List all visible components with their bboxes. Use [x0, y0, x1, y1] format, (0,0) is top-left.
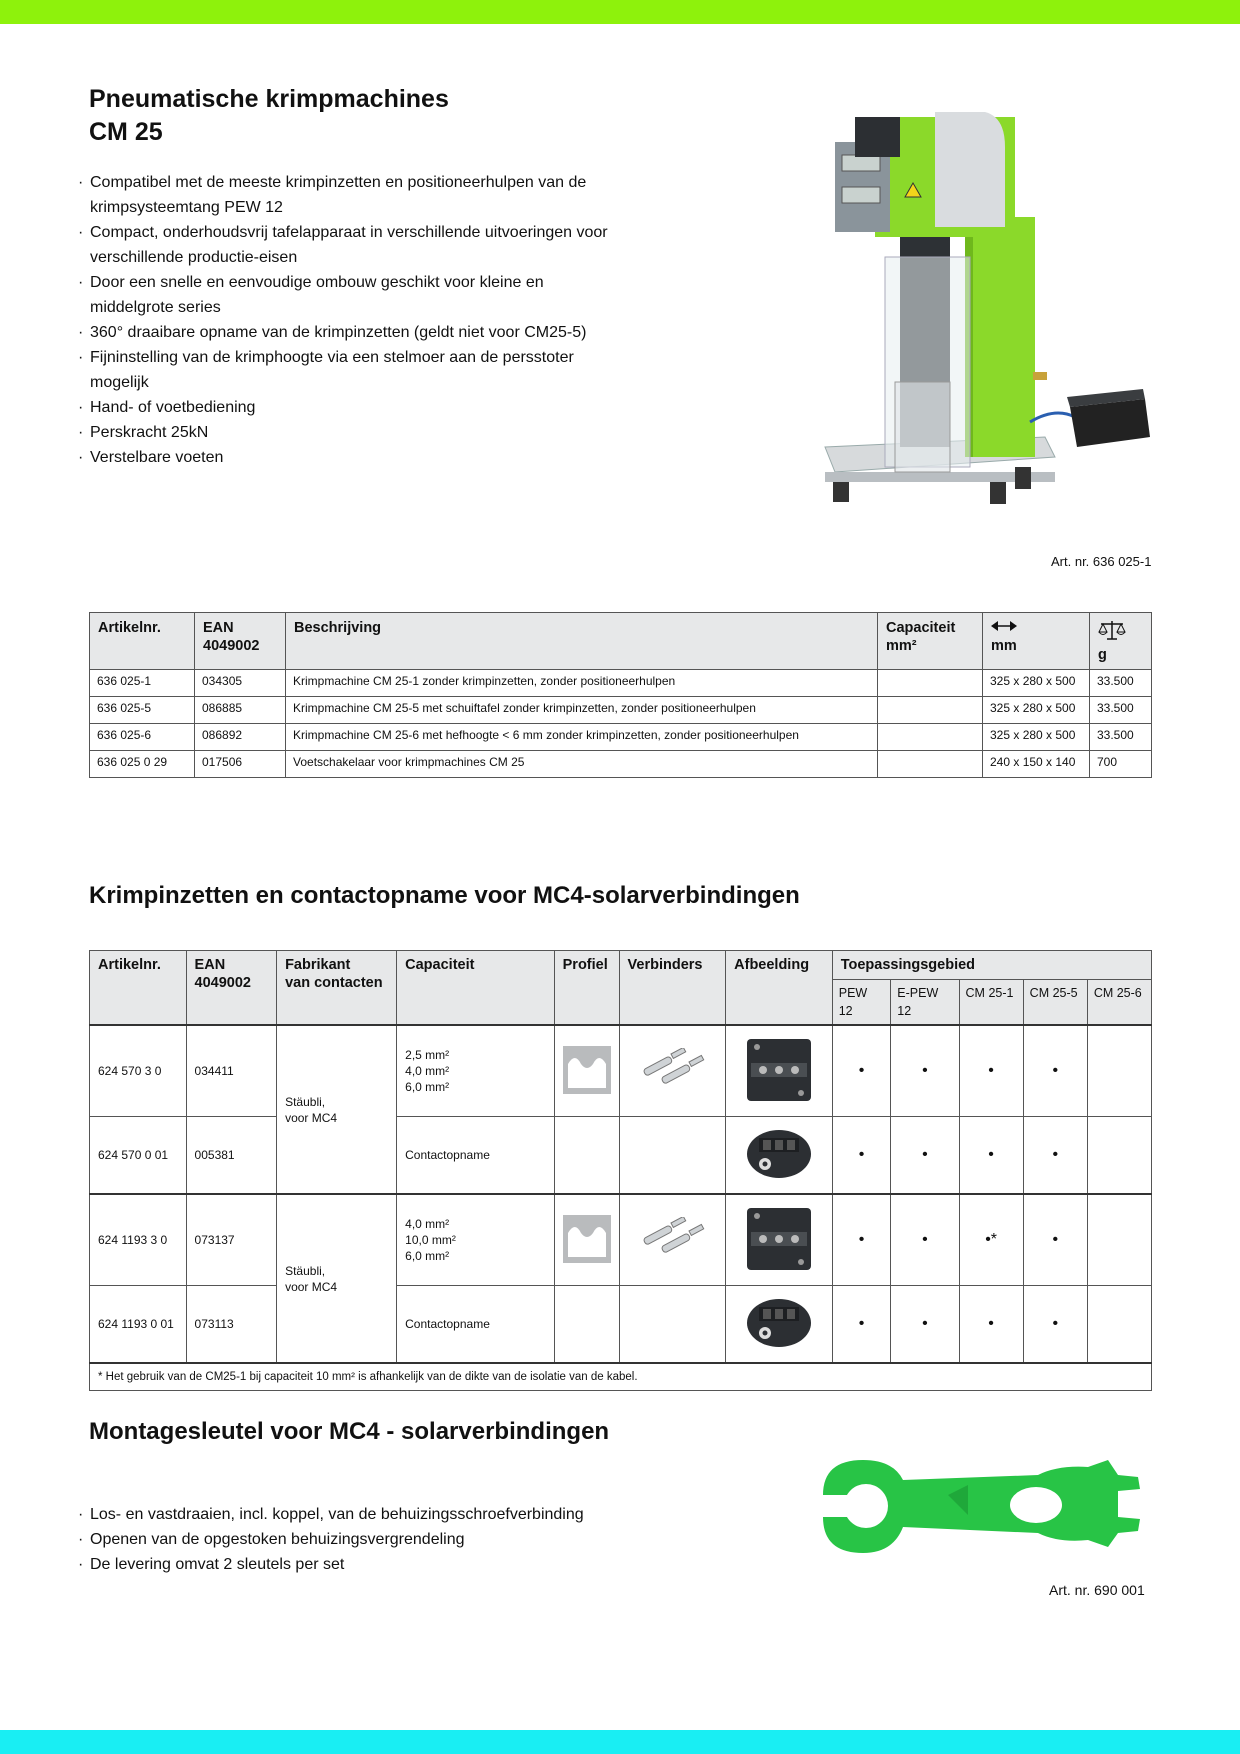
cell-ean: 034305 — [195, 670, 286, 697]
cell-ean: 073113 — [186, 1286, 277, 1364]
cell-capaciteit — [878, 670, 983, 697]
capaciteit-value: 4,0 mm² — [405, 1217, 450, 1231]
mc4-wrench-image — [818, 1455, 1148, 1560]
cell-profiel — [554, 1194, 619, 1286]
cell-fabrikant — [277, 1194, 397, 1363]
capaciteit-value: 6,0 mm² — [405, 1080, 450, 1094]
cell-profiel — [554, 1025, 619, 1117]
bullet-item: · Los- en vastdraaien, incl. koppel, van de behuizingsschroefverbinding — [78, 1502, 638, 1527]
cell-ean: 073137 — [186, 1194, 277, 1286]
cell-toepassing — [1087, 1194, 1151, 1286]
connector-pins-icon — [637, 1250, 707, 1264]
section-title-crimp-inserts: Krimpinzetten en contactopname voor MC4-solarverbindingen — [89, 882, 800, 909]
cell-toepassing: • — [891, 1286, 959, 1364]
table-row — [90, 697, 1152, 724]
cell-afmeting: 325 x 280 x 500 — [983, 724, 1090, 751]
contact-holder-image — [745, 1169, 813, 1183]
col-beschrijving: Beschrijving — [286, 613, 878, 670]
cell-capaciteit — [878, 751, 983, 778]
top-color-bar — [0, 0, 1240, 24]
col-cm25-5: CM 25-5 — [1023, 980, 1087, 1026]
cell-gewicht: 33.500 — [1090, 670, 1152, 697]
cell-verbinders — [619, 1286, 726, 1364]
cell-artikel: 636 025-5 — [90, 697, 195, 724]
table-row — [90, 1117, 1152, 1195]
cell-gewicht: 33.500 — [1090, 724, 1152, 751]
cell-ean: 034411 — [186, 1025, 277, 1117]
cell-toepassing — [1087, 1117, 1151, 1195]
crimp-profile-icon — [563, 1252, 611, 1266]
cell-toepassing — [1087, 1025, 1151, 1117]
cell-toepassing: •* — [959, 1194, 1023, 1286]
cell-capaciteit — [397, 1286, 554, 1364]
cell-artikel: 624 570 3 0 — [90, 1025, 187, 1117]
col-artikel: Artikelnr. — [90, 951, 187, 1026]
bullet-item: · De levering omvat 2 sleutels per set — [78, 1552, 638, 1577]
fabrikant-line: Stäubli, — [285, 1094, 326, 1109]
fabrikant-line: Stäubli, — [285, 1263, 326, 1278]
crimp-insert-image — [745, 1092, 813, 1106]
table-header-row — [90, 613, 1152, 670]
cell-afbeelding — [726, 1117, 833, 1195]
cell-gewicht: 700 — [1090, 751, 1152, 778]
cell-afbeelding — [726, 1025, 833, 1117]
cell-capaciteit — [397, 1025, 554, 1117]
cell-beschrijving: Krimpmachine CM 25-6 met hefhoogte < 6 mm zonder krimpinzetten, zonder positioneerhulpen — [286, 724, 878, 751]
footnote: * Het gebruik van de CM25-1 bij capaciteit 10 mm² is afhankelijk van de dikte van de isolatie van de kabel. — [90, 1363, 1152, 1391]
cell-artikel: 624 570 0 01 — [90, 1117, 187, 1195]
cell-afmeting: 325 x 280 x 500 — [983, 697, 1090, 724]
bullet-item: · Door een snelle en eenvoudige ombouw geschikt voor kleine en middelgrote series — [78, 270, 618, 320]
crimp-insert-image — [745, 1261, 813, 1275]
table-header-row — [90, 951, 1152, 980]
cell-toepassing: • — [832, 1025, 891, 1117]
bullet-item: · Perskracht 25kN — [78, 420, 618, 445]
bullet-item: · Compact, onderhoudsvrij tafelapparaat in verschillende uitvoeringen voor verschillende productie-eisen — [78, 220, 618, 270]
capaciteit-value: Contactopname — [405, 1317, 490, 1331]
cell-artikel: 636 025-1 — [90, 670, 195, 697]
col-epew12: E-PEW 12 — [891, 980, 959, 1026]
cell-capaciteit — [878, 697, 983, 724]
col-cm25-6: CM 25-6 — [1087, 980, 1151, 1026]
cell-artikel: 624 1193 0 01 — [90, 1286, 187, 1364]
section-title-wrench: Montagesleutel voor MC4 - solarverbindingen — [89, 1418, 610, 1445]
cell-toepassing: • — [832, 1194, 891, 1286]
col-ean: EAN 4049002 — [186, 951, 277, 1026]
table-row — [90, 670, 1152, 697]
art-nr-wrench: Art. nr. 690 001 — [1049, 1582, 1145, 1598]
col-gewicht: g — [1090, 613, 1152, 670]
table-row — [90, 751, 1152, 778]
cell-toepassing: • — [891, 1194, 959, 1286]
bullet-item: · 360° draaibare opname van de krimpinzetten (geldt niet voor CM25-5) — [78, 320, 618, 345]
bullet-item: · Compatibel met de meeste krimpinzetten en positioneerhulpen van de krimpsysteemtang PEW 12 — [78, 170, 618, 220]
cell-artikel: 636 025 0 29 — [90, 751, 195, 778]
cell-toepassing: • — [891, 1117, 959, 1195]
cell-afmeting: 325 x 280 x 500 — [983, 670, 1090, 697]
cell-ean: 005381 — [186, 1117, 277, 1195]
cell-artikel: 636 025-6 — [90, 724, 195, 751]
cell-afbeelding — [726, 1194, 833, 1286]
col-cm25-1: CM 25-1 — [959, 980, 1023, 1026]
cell-toepassing: • — [959, 1025, 1023, 1117]
cell-toepassing: • — [959, 1117, 1023, 1195]
cell-capaciteit — [878, 724, 983, 751]
feature-list — [78, 170, 618, 470]
cell-ean: 086892 — [195, 724, 286, 751]
cell-capaciteit — [397, 1117, 554, 1195]
col-artikel: Artikelnr. — [90, 613, 195, 670]
cell-fabrikant — [277, 1025, 397, 1194]
cell-toepassing: • — [1023, 1194, 1087, 1286]
cell-toepassing: • — [1023, 1117, 1087, 1195]
cell-capaciteit — [397, 1194, 554, 1286]
contact-holder-image — [745, 1338, 813, 1352]
cell-ean: 086885 — [195, 697, 286, 724]
cell-toepassing: • — [1023, 1025, 1087, 1117]
table-row — [90, 724, 1152, 751]
col-profiel: Profiel — [554, 951, 619, 1026]
cell-gewicht: 33.500 — [1090, 697, 1152, 724]
cell-beschrijving: Krimpmachine CM 25-5 met schuiftafel zonder krimpinzetten, zonder positioneerhulpen — [286, 697, 878, 724]
crimp-profile-icon — [563, 1083, 611, 1097]
crimp-insert-table — [89, 950, 1152, 1391]
capaciteit-value: 10,0 mm² — [405, 1233, 456, 1247]
table-row — [90, 1286, 1152, 1364]
table-row — [90, 1025, 1152, 1117]
cell-toepassing: • — [832, 1117, 891, 1195]
cell-beschrijving: Voetschakelaar voor krimpmachines CM 25 — [286, 751, 878, 778]
footnote-row — [90, 1363, 1152, 1391]
col-afmeting: mm — [983, 613, 1090, 670]
cell-afmeting: 240 x 150 x 140 — [983, 751, 1090, 778]
title-line-1: Pneumatische krimpmachines — [89, 85, 449, 113]
cell-beschrijving: Krimpmachine CM 25-1 zonder krimpinzetten, zonder positioneerhulpen — [286, 670, 878, 697]
table-row — [90, 1194, 1152, 1286]
fabrikant-line: voor MC4 — [285, 1110, 338, 1125]
cell-toepassing: • — [1023, 1286, 1087, 1364]
bullet-item: · Fijninstelling van de krimphoogte via een stelmoer aan de persstoter mogelijk — [78, 345, 618, 395]
cell-toepassing: • — [959, 1286, 1023, 1364]
col-capaciteit: Capaciteit — [397, 951, 554, 1026]
col-capaciteit: Capaciteit mm² — [878, 613, 983, 670]
scale-icon — [1098, 619, 1126, 641]
dimensions-arrow-icon — [991, 620, 1017, 632]
cell-toepassing: • — [832, 1286, 891, 1364]
cell-verbinders — [619, 1025, 726, 1117]
bottom-color-bar — [0, 1730, 1240, 1754]
cell-afbeelding — [726, 1286, 833, 1364]
cell-artikel: 624 1193 3 0 — [90, 1194, 187, 1286]
title-line-2: CM 25 — [89, 118, 163, 146]
capaciteit-value: 6,0 mm² — [405, 1249, 450, 1263]
crimp-machine-image — [815, 107, 1155, 537]
art-nr-machine: Art. nr. 636 025-1 — [1051, 554, 1152, 569]
cell-profiel — [554, 1117, 619, 1195]
cell-ean: 017506 — [195, 751, 286, 778]
cell-verbinders — [619, 1194, 726, 1286]
machine-table — [89, 612, 1152, 778]
bullet-item: · Openen van de opgestoken behuizingsvergrendeling — [78, 1527, 638, 1552]
col-afbeelding: Afbeelding — [726, 951, 833, 1026]
capaciteit-value: Contactopname — [405, 1148, 490, 1162]
col-pew12: PEW 12 — [832, 980, 891, 1026]
fabrikant-line: voor MC4 — [285, 1279, 338, 1294]
cell-toepassing — [1087, 1286, 1151, 1364]
cell-profiel — [554, 1286, 619, 1364]
col-fabrikant: Fabrikant van contacten — [277, 951, 397, 1026]
col-toepassing: Toepassingsgebied — [832, 951, 1151, 980]
capaciteit-value: 4,0 mm² — [405, 1064, 450, 1078]
bullet-item: · Verstelbare voeten — [78, 445, 618, 470]
wrench-feature-list — [78, 1502, 638, 1577]
bullet-item: · Hand- of voetbediening — [78, 395, 618, 420]
capaciteit-value: 2,5 mm² — [405, 1048, 450, 1062]
col-verbinders: Verbinders — [619, 951, 726, 1026]
col-ean: EAN 4049002 — [195, 613, 286, 670]
cell-toepassing: • — [891, 1025, 959, 1117]
cell-verbinders — [619, 1117, 726, 1195]
connector-pins-icon — [637, 1081, 707, 1095]
page-title — [89, 83, 449, 149]
